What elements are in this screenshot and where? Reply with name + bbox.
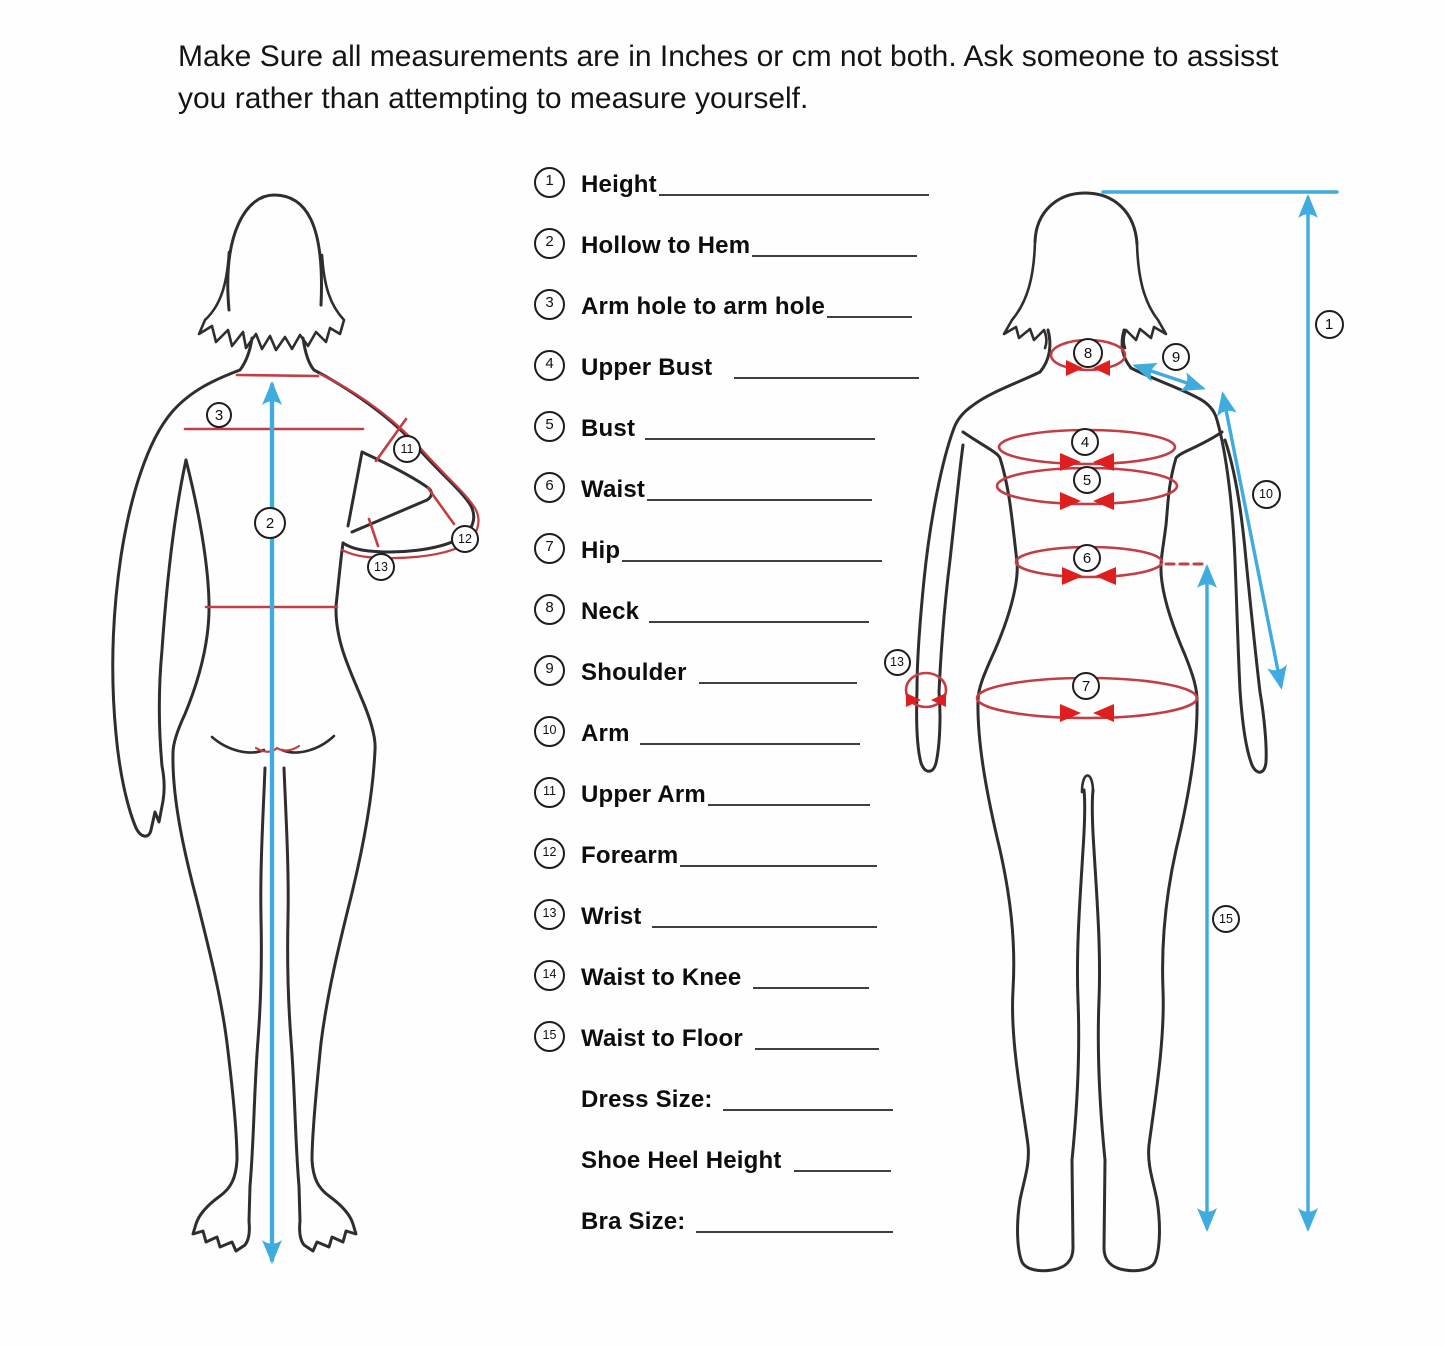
measurement-label: Hip (581, 537, 621, 564)
measurement-blank-line (659, 190, 929, 196)
measurement-number-badge: 10 (534, 716, 565, 747)
figure-marker-3-back: 3 (206, 402, 232, 428)
measurement-blank-line (645, 434, 875, 440)
measurement-label: Wrist (581, 903, 642, 930)
measurement-number-badge: 2 (534, 228, 565, 259)
measurement-number-badge: 15 (534, 1021, 565, 1052)
measurement-label: Bra Size: (581, 1208, 686, 1235)
measurement-number-badge: 12 (534, 838, 565, 869)
front-view-figure (906, 192, 1337, 1271)
measurement-row (534, 409, 875, 443)
measurement-blank-line (794, 1166, 891, 1172)
measurement-number-badge: 11 (534, 777, 565, 808)
measurement-row (534, 531, 882, 565)
measurement-row (534, 958, 869, 992)
measurement-label: Shoulder (581, 659, 687, 686)
measurement-row (534, 714, 860, 748)
figure-marker-4-front: 4 (1071, 428, 1099, 456)
measurement-row (534, 836, 877, 870)
measurement-number-badge: 13 (534, 899, 565, 930)
figure-marker-5-front: 5 (1073, 466, 1101, 494)
measurement-blank-line (622, 556, 882, 562)
extra-field-row (534, 1202, 893, 1236)
measurement-label: Arm hole to arm hole (581, 293, 826, 320)
measurement-row (534, 897, 877, 931)
figure-marker-6-front: 6 (1073, 544, 1101, 572)
measurement-label: Arm (581, 720, 630, 747)
measurement-row (534, 226, 917, 260)
measurement-label: Dress Size: (581, 1086, 713, 1113)
measurement-number-badge: 8 (534, 594, 565, 625)
measurement-number-badge: 7 (534, 533, 565, 564)
front-blue-arrows (1103, 192, 1337, 1228)
figure-marker-7-front: 7 (1072, 672, 1100, 700)
measurement-label: Bust (581, 415, 636, 442)
measurement-row (534, 592, 869, 626)
measurement-label: Shoe Heel Height (581, 1147, 782, 1174)
back-view-figure (113, 195, 479, 1260)
measurement-number-badge: 9 (534, 655, 565, 686)
measurement-blank-line (708, 800, 870, 806)
measurement-label: Height (581, 171, 657, 198)
front-red-ellipses (906, 340, 1202, 722)
measurement-blank-line (649, 617, 869, 623)
measurement-blank-line (696, 1227, 893, 1233)
figure-marker-10-front: 10 (1252, 480, 1281, 509)
figure-marker-13-front: 13 (884, 649, 911, 676)
figure-marker-8-front: 8 (1073, 338, 1103, 368)
measurement-number-badge: 1 (534, 167, 565, 198)
measurement-blank-line (827, 312, 912, 318)
measurement-label: Hollow to Hem (581, 232, 751, 259)
figure-marker-15-front: 15 (1212, 905, 1240, 933)
measurement-blank-line (680, 861, 877, 867)
figure-marker-1-front: 1 (1315, 310, 1344, 339)
figure-marker-9-front: 9 (1162, 343, 1190, 371)
measurement-number-badge: 4 (534, 350, 565, 381)
measurement-row (534, 165, 929, 199)
measurement-row (534, 287, 912, 321)
measurement-label: Forearm (581, 842, 679, 869)
measurement-blank-line (652, 922, 877, 928)
measurement-label: Neck (581, 598, 640, 625)
back-red-measurement-lines (185, 374, 478, 752)
header-instructions: Make Sure all measurements are in Inches or cm not both. Ask someone to assisst you rather than attempting to measure yourself. (178, 40, 1279, 115)
measurement-blank-line (753, 983, 869, 989)
figure-marker-2-back: 2 (254, 507, 286, 539)
measurement-row (534, 1019, 879, 1053)
measurement-number-badge: 3 (534, 289, 565, 320)
figure-marker-13-back: 13 (367, 553, 395, 581)
arm-length-arrow (1223, 395, 1281, 686)
measurement-blank-line (752, 251, 917, 257)
measurement-blank-line (699, 678, 857, 684)
figure-marker-11-back: 11 (393, 435, 421, 463)
measurement-blank-line (647, 495, 872, 501)
extra-field-row (534, 1080, 893, 1114)
extra-field-row (534, 1141, 891, 1175)
measurement-row (534, 348, 919, 382)
measurement-number-badge: 6 (534, 472, 565, 503)
measurement-row (534, 775, 870, 809)
measurement-blank-line (734, 373, 919, 379)
measurement-blank-line (755, 1044, 879, 1050)
measurement-blank-line (723, 1105, 893, 1111)
measurement-row (534, 470, 872, 504)
measurement-row (534, 653, 857, 687)
measurement-blank-line (640, 739, 860, 745)
seat-red-mark (256, 746, 299, 752)
measurement-number-badge: 14 (534, 960, 565, 991)
measurement-label: Waist to Knee (581, 964, 742, 991)
measurement-label: Waist (581, 476, 646, 503)
measurement-label: Upper Arm (581, 781, 706, 808)
measurement-label: Upper Bust (581, 354, 713, 381)
measurement-label: Waist to Floor (581, 1025, 743, 1052)
bust-arrowheads (1060, 492, 1114, 510)
forearm-red-tick (428, 488, 454, 524)
shoulder-red-line (237, 375, 318, 376)
measurement-number-badge: 5 (534, 411, 565, 442)
figure-marker-12-back: 12 (451, 525, 479, 553)
